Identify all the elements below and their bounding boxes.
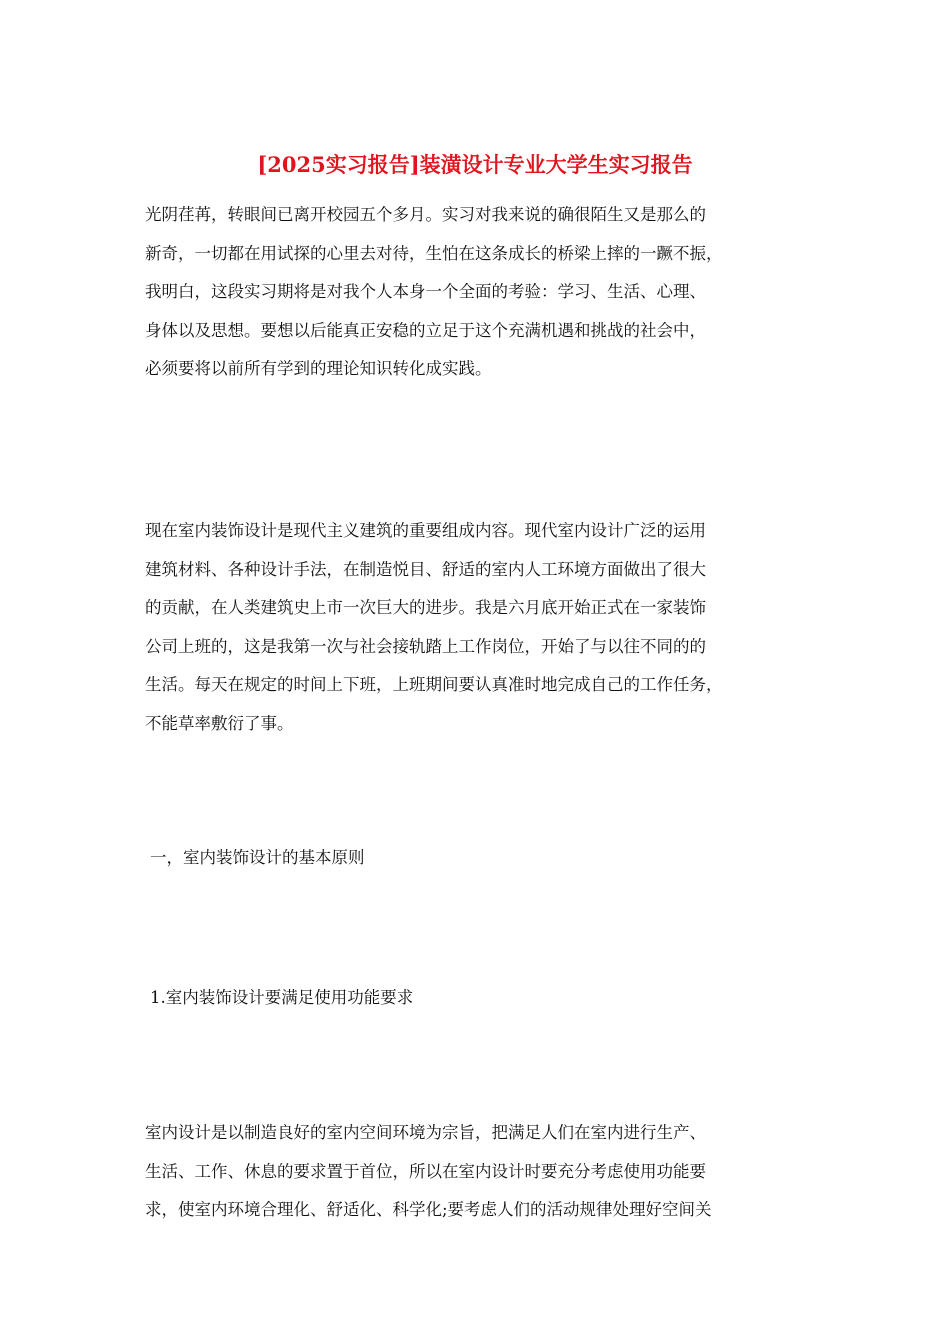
paragraph-line: 光阴荏苒，转眼间已离开校园五个多月。实习对我来说的确很陌生又是那么的	[145, 205, 706, 224]
paragraph-line: 必须要将以前所有学到的理论知识转化成实践。	[145, 359, 492, 378]
paragraph-line: 新奇，一切都在用试探的心里去对待，生怕在这条成长的桥梁上摔的一蹶不振，	[145, 243, 723, 263]
intro-paragraph	[145, 196, 810, 389]
body-paragraph-3	[145, 1114, 810, 1230]
paragraph-line: 求，使室内环境合理化、舒适化、科学化;要考虑人们的活动规律处理好空间关	[145, 1200, 712, 1219]
paragraph-line: 的贡献，在人类建筑史上市一次巨大的进步。我是六月底开始正式在一家装饰	[145, 598, 706, 617]
paragraph-line: 现在室内装饰设计是现代主义建筑的重要组成内容。现代室内设计广泛的运用	[145, 521, 706, 540]
document-title: [2025实习报告]装潢设计专业大学生实习报告	[257, 152, 693, 177]
paragraph-line: 生活、工作、休息的要求置于首位，所以在室内设计时要充分考虑使用功能要	[145, 1161, 706, 1181]
paragraph-line: 生活。每天在规定的时间上下班，上班期间要认真准时地完成自己的工作任务，	[145, 675, 723, 694]
section-heading: 一，室内装饰设计的基本原则	[150, 848, 365, 867]
paragraph-line: 身体以及思想。要想以后能真正安稳的立足于这个充满机遇和挑战的社会中，	[145, 320, 706, 340]
paragraph-line: 室内设计是以制造良好的室内空间环境为宗旨，把满足人们在室内进行生产、	[145, 1123, 706, 1142]
paragraph-line: 我明白，这段实习期将是对我个人本身一个全面的考验：学习、生活、心理、	[145, 282, 706, 301]
body-paragraph-2	[145, 512, 810, 743]
paragraph-line: 不能草率敷衍了事。	[145, 713, 294, 733]
paragraph-line: 公司上班的，这是我第一次与社会接轨踏上工作岗位，开始了与以往不同的的	[145, 636, 706, 656]
subsection-heading: 1.室内装饰设计要满足使用功能要求	[150, 988, 414, 1007]
paragraph-line: 建筑材料、各种设计手法，在制造悦目、舒适的室内人工环境方面做出了很大	[145, 559, 706, 579]
